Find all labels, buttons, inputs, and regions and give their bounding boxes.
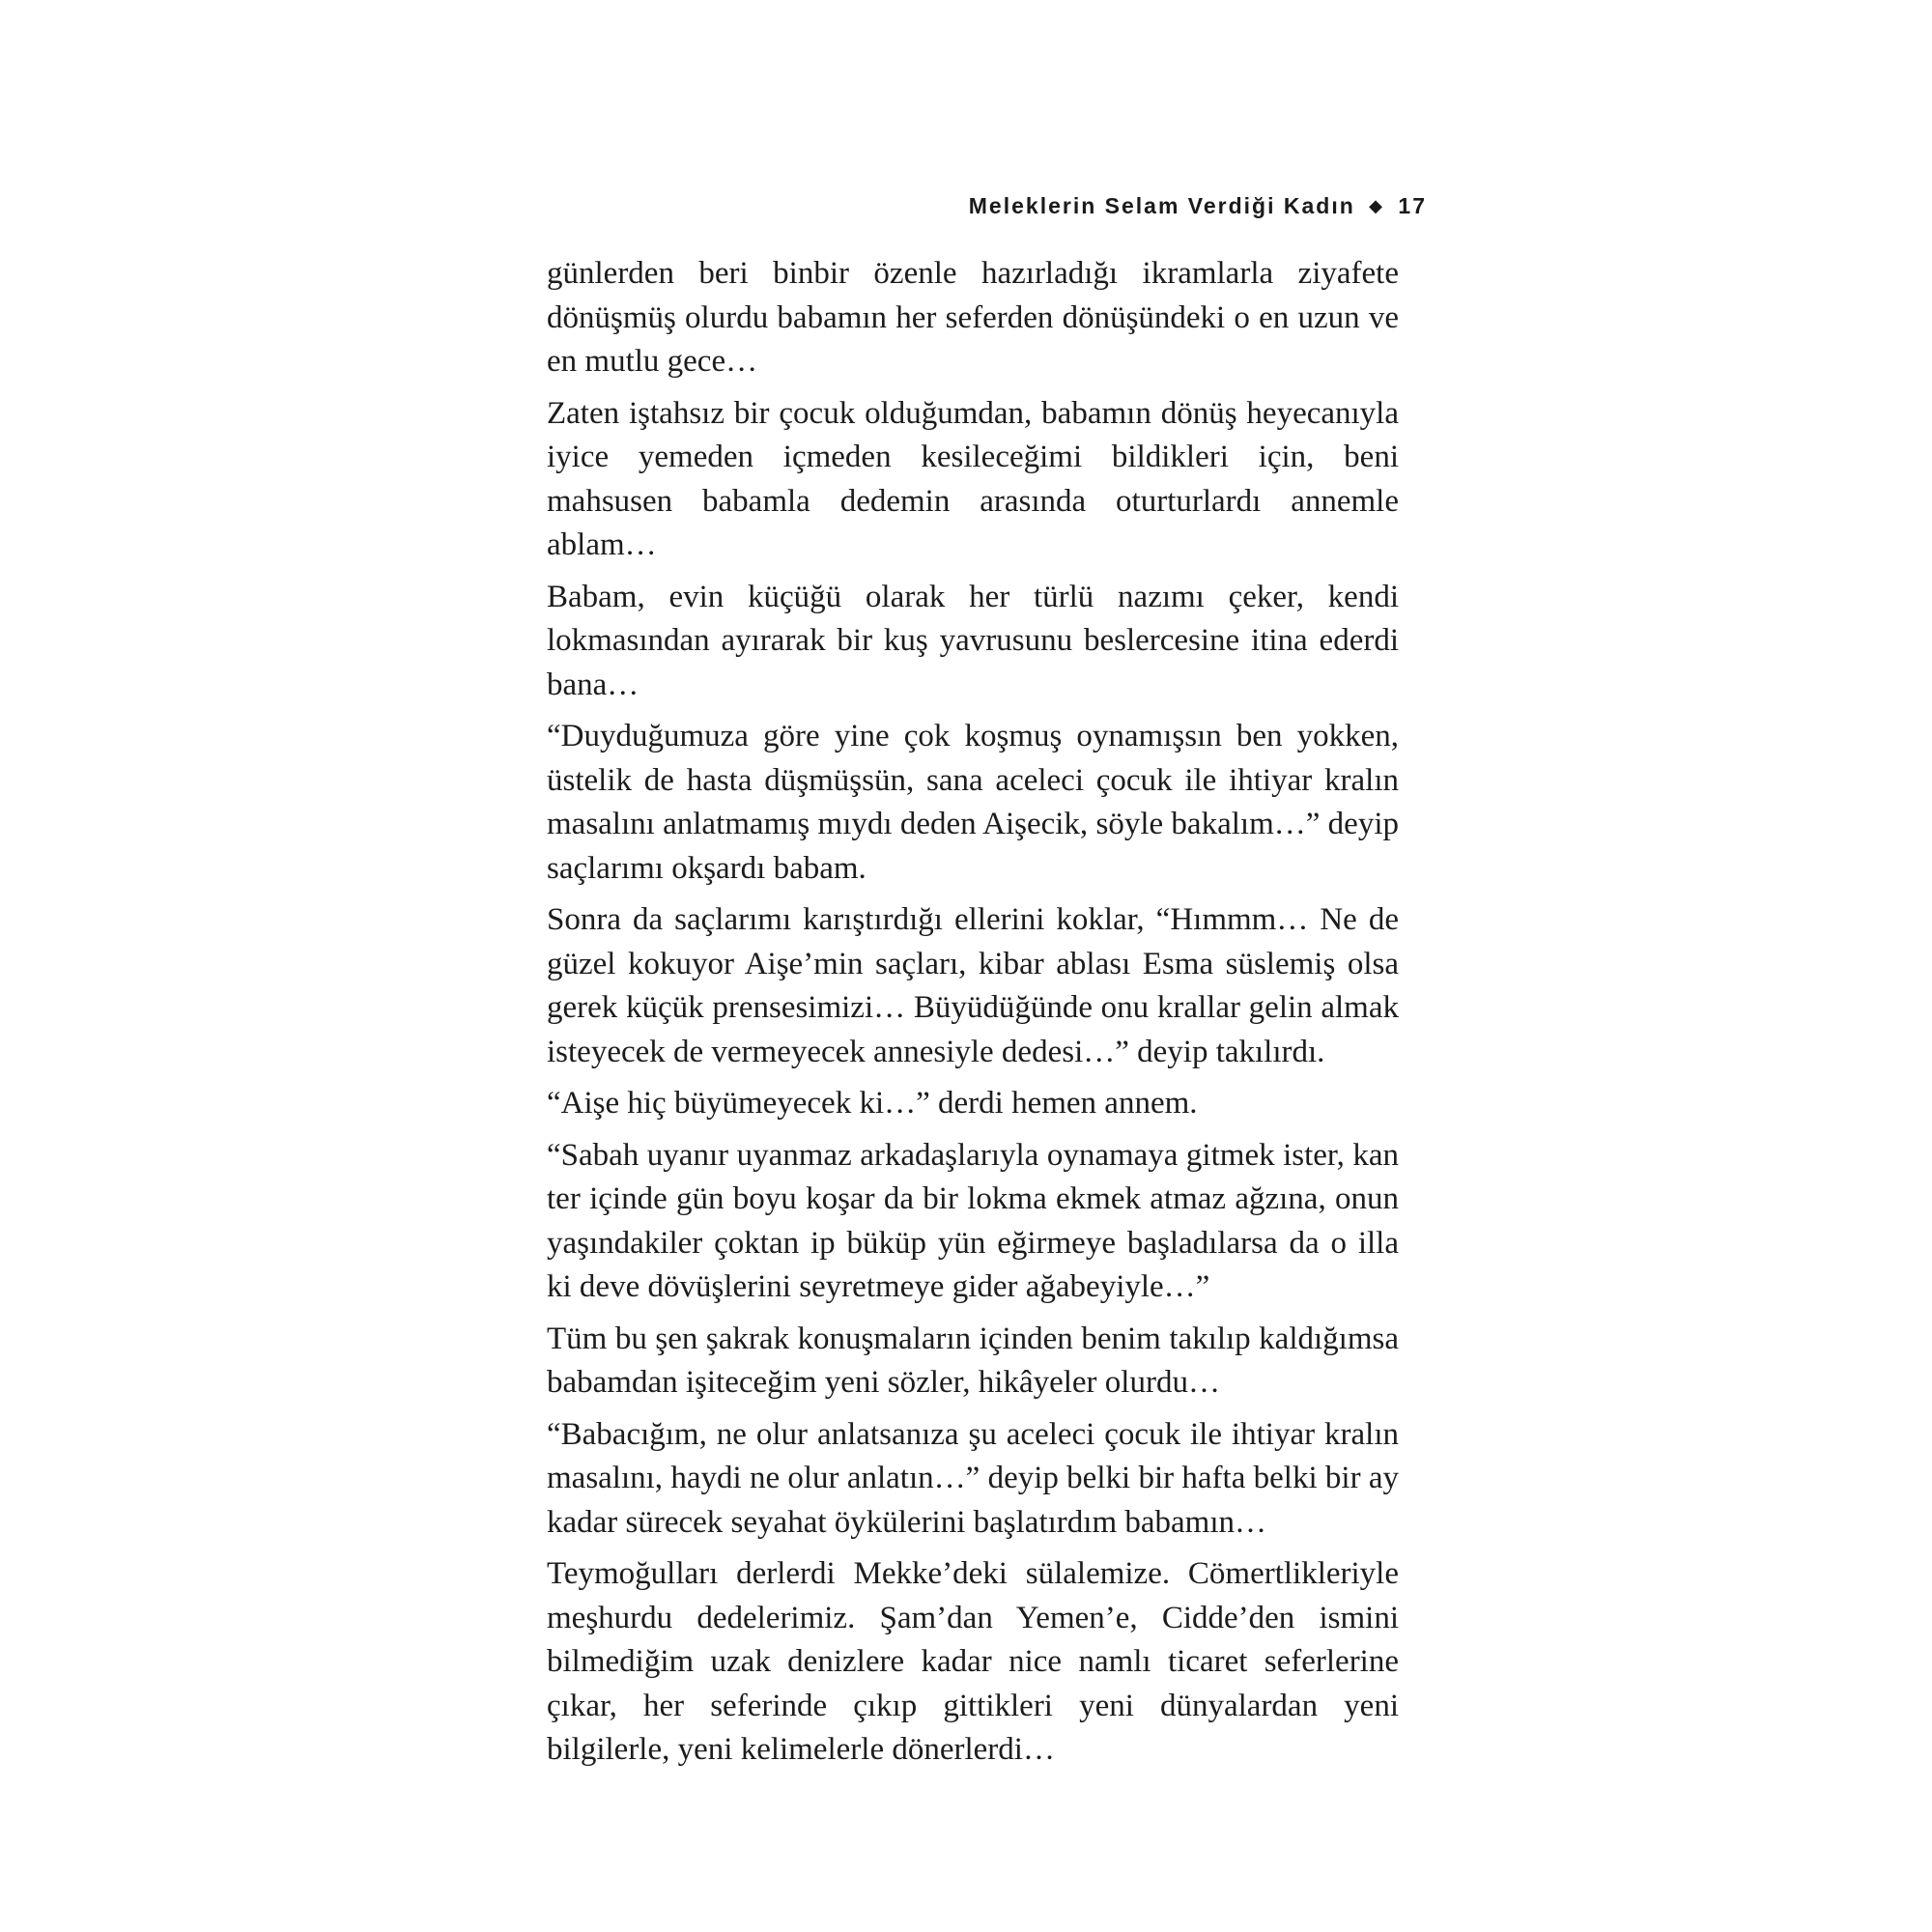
paragraph-1: günlerden beri binbir özenle hazırladığı ikramlarla ziyafete dönüşmüş olurdu babamın her seferden dönüşündeki o en uzun ve en mutlu gece…: [547, 256, 1399, 379]
paragraph-10: Teymoğulları derlerdi Mekke’deki sülalemize. Cömertlikleriyle meşhurdu dedelerimiz. Şam’dan Yemen’e, Cidde’den ismini bilmediğim uzak denizlere kadar nice namlı ticaret seferlerine çıkar, her seferinde çıkıp gittikleri yeni dünyalardan yeni bilgilerle, yeni kelimelerle dönerlerdi…: [547, 1556, 1399, 1767]
paragraph-3: Babam, evin küçüğü olarak her türlü nazımı çeker, kendi lokmasından ayırarak bir kuş yavrusunu beslercesine itina ederdi bana…: [547, 579, 1399, 702]
paragraph-7: “Sabah uyanır uyanmaz arkadaşlarıyla oynamaya gitmek ister, kan ter içinde gün boyu koşar da bir lokma ekmek atmaz ağzına, onun yaşındakiler çoktan ip büküp yün eğirmeye başladılarsa da o illa ki deve dövüşlerini seyretmeye gider ağabeyiyle…”: [547, 1137, 1399, 1304]
paragraph-6: “Aişe hiç büyümeyecek ki…” derdi hemen annem.: [547, 1086, 1198, 1121]
paragraph-2: Zaten iştahsız bir çocuk olduğumdan, babamın dönüş heyecanıyla iyice yemeden içmeden kesileceğimi bildikleri için, beni mahsusen babamla dedemin arasında oturturlardı annemle ablam…: [547, 395, 1399, 562]
paragraph-4: “Duyduğumuza göre yine çok koşmuş oynamışsın ben yokken, üstelik de hasta düşmüşsün, sana aceleci çocuk ile ihtiyar kralın masalını anlatmamış mıydı deden Aişecik, söyle bakalım…” deyip saçlarımı okşardı babam.: [547, 719, 1399, 886]
paragraph-5: Sonra da saçlarımı karıştırdığı ellerini koklar, “Hımmm… Ne de güzel kokuyor Aişe’min saçları, kibar ablası Esma süslemiş olsa gerek küçük prensesimizi… Büyüdüğünde onu krallar gelin almak isteyecek de vermeyecek annesiyle dedesi…” deyip takılırdı.: [547, 902, 1399, 1069]
diamond-separator-icon: ◆: [1369, 196, 1385, 215]
page-number: 17: [1398, 193, 1427, 218]
paragraph-9: “Babacığım, ne olur anlatsanıza şu aceleci çocuk ile ihtiyar kralın masalını, haydi ne olur anlatın…” deyip belki bir hafta belki bir ay kadar sürecek seyahat öykülerini başlatırdım babamın…: [547, 1416, 1399, 1540]
running-header: [966, 193, 1427, 219]
paragraph-8: Tüm bu şen şakrak konuşmaların içinden benim takılıp kaldığımsa babamdan işiteceğim yeni sözler, hikâyeler olurdu…: [547, 1321, 1399, 1400]
body-text: [547, 252, 1399, 1780]
header-title: Meleklerin Selam Verdiği Kadın: [968, 193, 1355, 218]
